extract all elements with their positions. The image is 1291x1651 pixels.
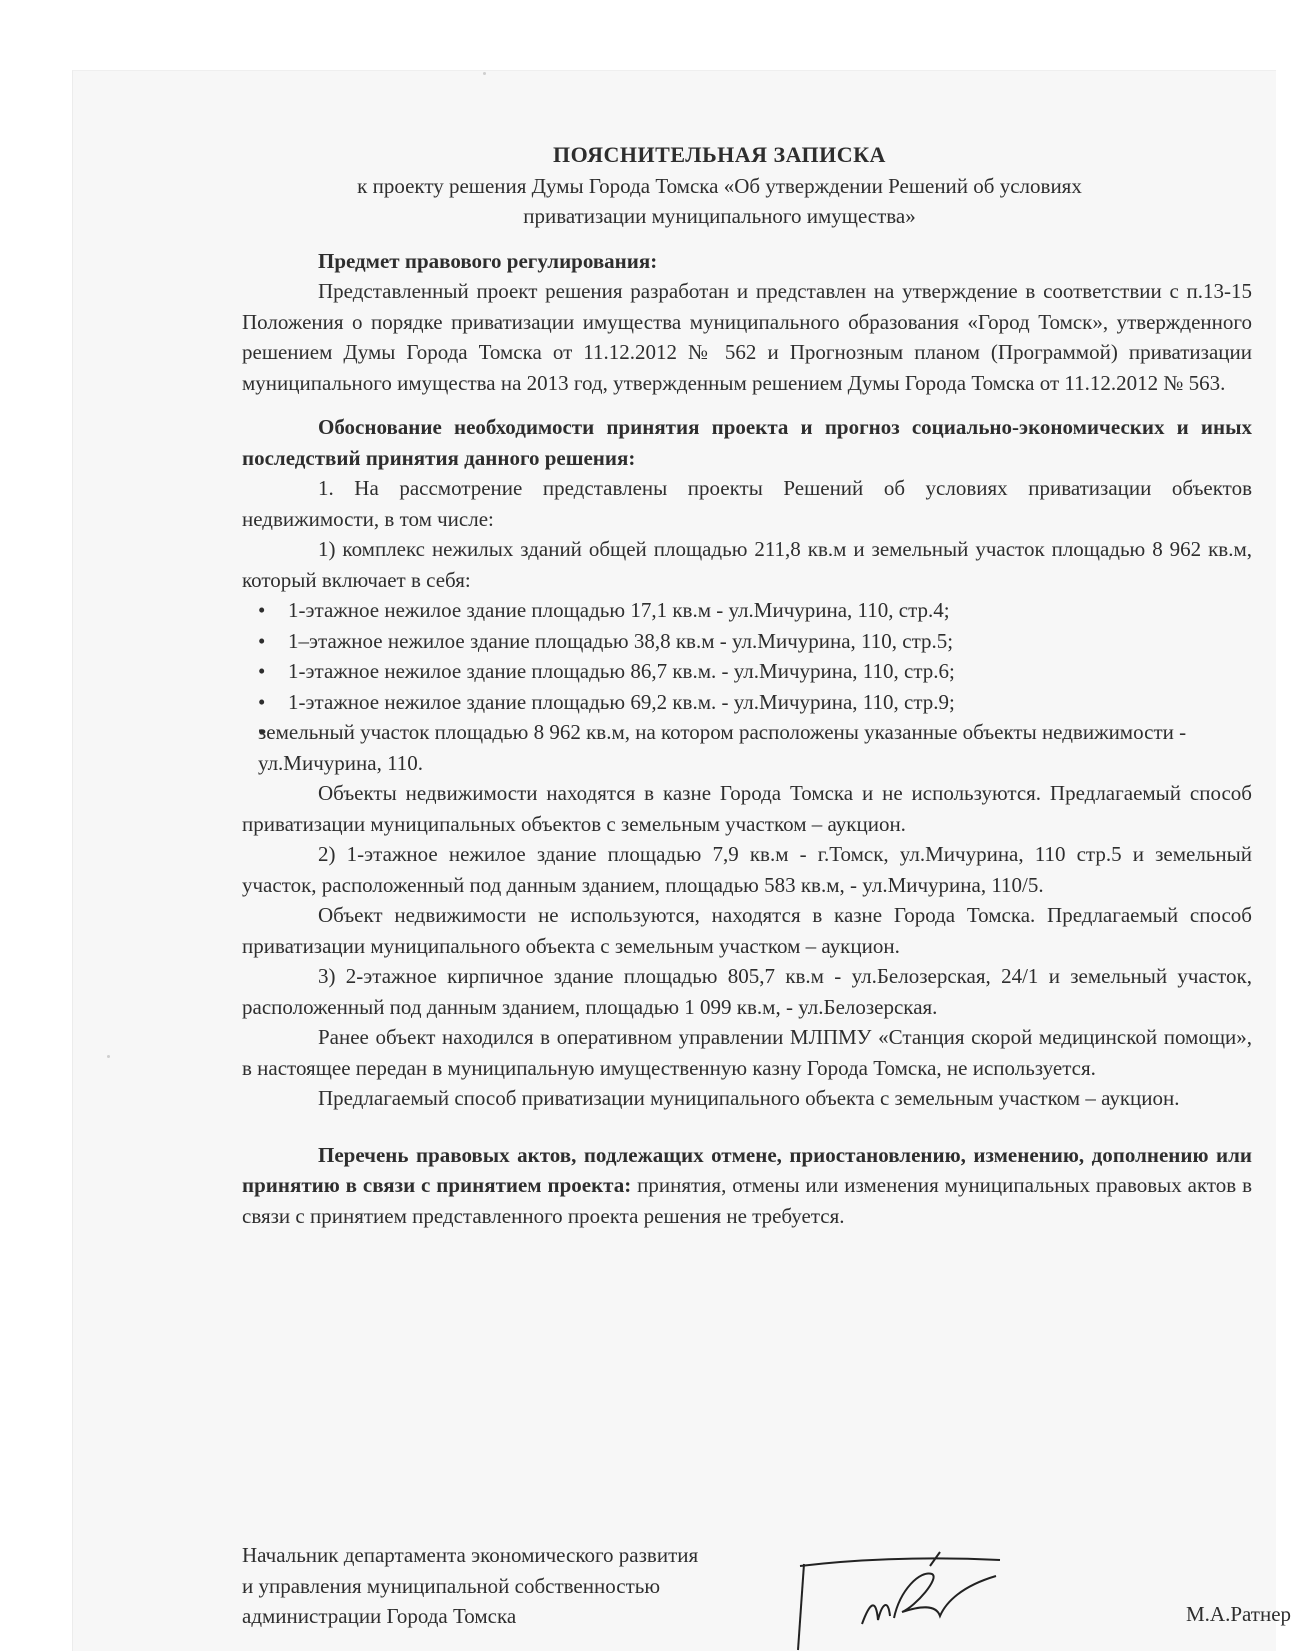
list-item: • 1-этажное нежилое здание площадью 69,2 кв.м. - ул.Мичурина, 110, стр.9;: [242, 687, 1252, 718]
section-body-subject: Представленный проект решения разработан и представлен на утверждение в соответствии с п.13-15 Положения о порядке приватизации имущества муниципального образования «Город Томск», утвержденного решением Думы Города Томска от 11.12.2012 № 562 и Прогнозным планом (Программой) приватизации муниципального имущества на 2013 год, утвержденным решением Думы Города Томска от 11.12.2012 № 563.: [242, 279, 1252, 395]
scan-speck: [483, 72, 486, 75]
page-title: ПОЯСНИТЕЛЬНАЯ ЗАПИСКА: [553, 142, 886, 167]
section-heading-legal-acts: Перечень правовых актов, подлежащих отмене, приостановлению, изменению, дополнению или принятию в связи с принятием проекта:: [242, 1142, 1252, 1197]
signatory-title-line-2: и управления муниципальной собственностью: [242, 1573, 661, 1598]
list-item: • 1-этажное нежилое здание площадью 17,1 кв.м - ул.Мичурина, 110, стр.4;: [242, 595, 1252, 626]
scan-speck: [107, 1055, 110, 1058]
paragraph: Предлагаемый способ приватизации муниципального объекта с земельным участком – аукцион.: [318, 1086, 1180, 1110]
paragraph: Объекты недвижимости находятся в казне Города Томска и не используются. Предлагаемый способ приватизации муниципальных объектов с земельным участком – аукцион.: [242, 781, 1252, 836]
list-item: • 1–этажное нежилое здание площадью 38,8 кв.м - ул.Мичурина, 110, стр.5;: [242, 626, 1252, 657]
signature-block: [242, 1540, 1291, 1650]
building-list: [242, 595, 1252, 778]
paragraph: 2) 1-этажное нежилое здание площадью 7,9 кв.м - г.Томск, ул.Мичурина, 110 стр.5 и земельный участок, расположенный под данным зданием, площадью 583 кв.м, - ул.Мичурина, 110/5.: [242, 842, 1252, 897]
section-heading-justification: Обоснование необходимости принятия проекта и прогноз социально-экономических и иных последствий принятия данного решения:: [242, 415, 1252, 470]
section-heading-subject: Предмет правового регулирования:: [318, 248, 658, 273]
paragraph: 3) 2-этажное кирпичное здание площадью 805,7 кв.м - ул.Белозерская, 24/1 и земельный участок, расположенный под данным зданием, площадью 1 099 кв.м, - ул.Белозерская.: [242, 964, 1252, 1019]
paragraph: Объект недвижимости не используются, находятся в казне Города Томска. Предлагаемый способ приватизации муниципального объекта с земельным участком – аукцион.: [242, 903, 1252, 958]
handwritten-signature: [790, 1546, 1020, 1650]
signatory-title-line-3: администрации Города Томска: [242, 1604, 517, 1628]
paragraph: 1. На рассмотрение представлены проекты Решений об условиях приватизации объектов недвижимости, в том числе:: [242, 476, 1252, 531]
document-body: [242, 140, 1252, 1231]
document-page: [242, 140, 1291, 1650]
signatory-name: М.А.Ратнер: [1186, 1602, 1291, 1626]
signatory-title-line-1: Начальник департамента экономического развития: [242, 1543, 699, 1567]
subtitle-line-1: к проекту решения Думы Города Томска «Об утверждении Решений об условиях: [357, 173, 1082, 198]
paragraph: Ранее объект находился в оперативном управлении МЛПМУ «Станция скорой медицинской помощи», в настоящее передан в муниципальную имущественную казну Города Томска, не используется.: [242, 1025, 1252, 1080]
subtitle-line-2: приватизации муниципального имущества»: [523, 204, 916, 228]
signatory-title: [242, 1540, 698, 1632]
list-item: • 1-этажное нежилое здание площадью 86,7 кв.м. - ул.Мичурина, 110, стр.6;: [242, 656, 1252, 687]
section-body-legal-acts: принятия, отмены или изменения муниципальных правовых актов в связи с принятием представленного проекта решения не требуется.: [242, 1173, 1252, 1228]
paragraph: 1) комплекс нежилых зданий общей площадью 211,8 кв.м и земельный участок площадью 8 962 кв.м, который включает в себя:: [242, 537, 1252, 592]
list-item: • земельный участок площадью 8 962 кв.м, на котором расположены указанные объекты недвижимости - ул.Мичурина, 110.: [242, 717, 1252, 778]
section-legal-acts: [242, 1140, 1252, 1232]
